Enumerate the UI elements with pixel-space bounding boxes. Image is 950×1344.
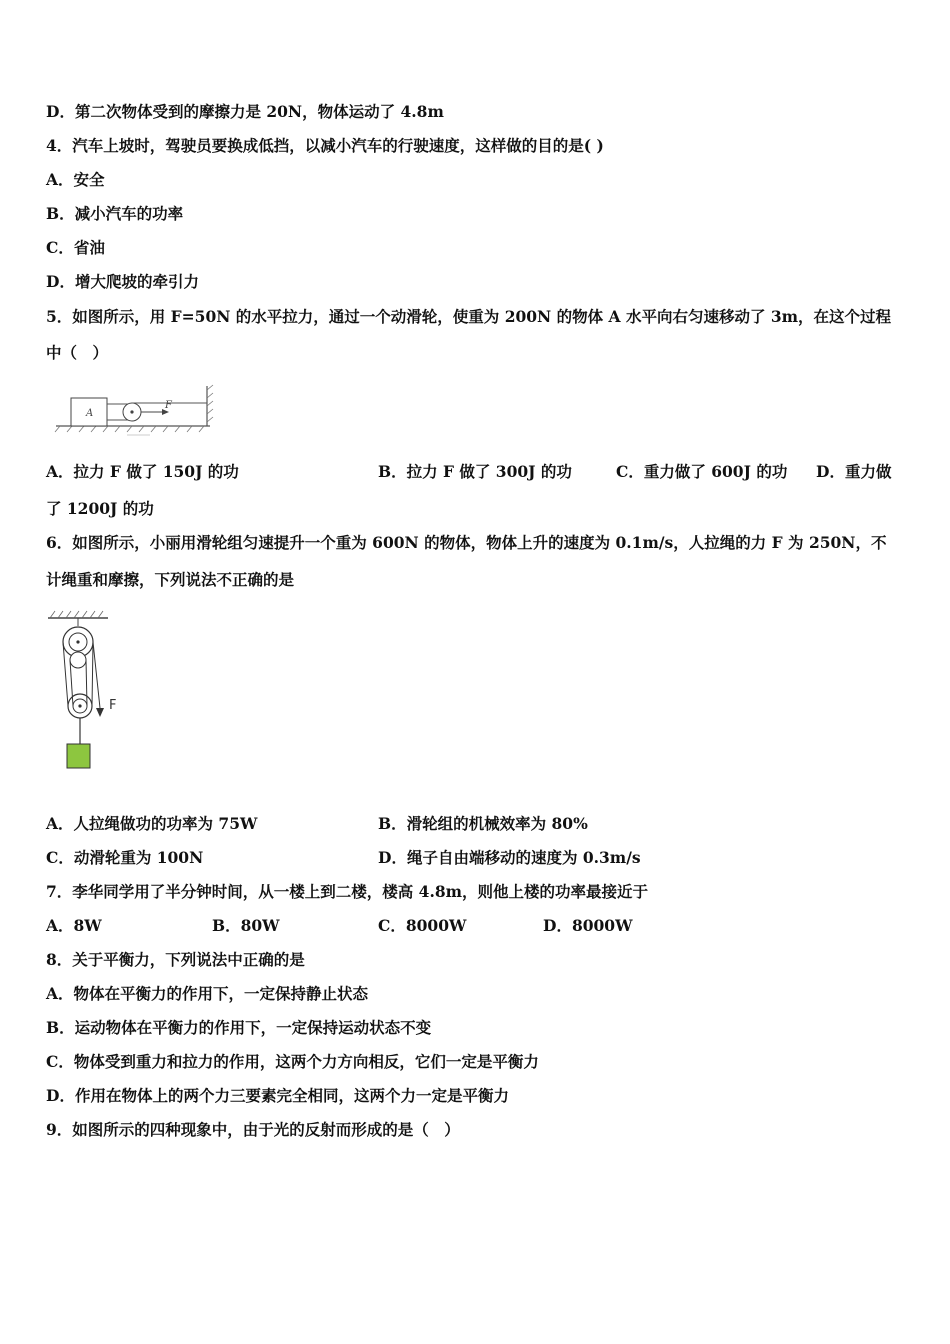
question-8-option-a: A．物体在平衡力的作用下，一定保持静止状态 <box>46 984 369 1003</box>
question-7-option-a: A．8W <box>46 916 102 935</box>
question-4-option-c: C．省油 <box>46 238 105 257</box>
question-5-option-c: C．重力做了 600J 的功 <box>616 462 788 481</box>
question-4-option-a: A．安全 <box>46 170 105 189</box>
question-6-option-c: C．动滑轮重为 100N <box>46 848 204 867</box>
q6-fixed-pulley-inner <box>70 652 86 668</box>
question-5-option-d-part-1: D．重力做 <box>816 462 892 481</box>
q5-pulley-figure <box>52 382 227 440</box>
question-4-option-d: D．增大爬坡的牵引力 <box>46 272 199 291</box>
question-7-stem: 7．李华同学用了半分钟时间，从一楼上到二楼，楼高 4.8m，则他上楼的功率最接近于 <box>46 882 649 901</box>
question-6-option-d: D．绳子自由端移动的速度为 0.3m/s <box>378 848 641 867</box>
question-8-option-c: C．物体受到重力和拉力的作用，这两个力方向相反，它们一定是平衡力 <box>46 1052 539 1071</box>
q6-force-label: F <box>109 698 117 713</box>
question-5-stem-line-1: 5．如图所示，用 F=50N 的水平拉力，通过一个动滑轮，使重为 200N 的物体 A 水平向右匀速移动了 3m，在这个过程 <box>46 307 892 326</box>
question-8-option-d: D．作用在物体上的两个力三要素完全相同，这两个力一定是平衡力 <box>46 1086 509 1105</box>
question-6-option-b: B．滑轮组的机械效率为 80% <box>378 814 588 833</box>
q6-green-weight <box>67 744 90 768</box>
question-5-option-b: B．拉力 F 做了 300J 的功 <box>378 462 572 481</box>
question-5-option-d-part-2: 了 1200J 的功 <box>46 499 154 518</box>
question-7-option-b: B．80W <box>212 916 280 935</box>
question-8-option-b: B．运动物体在平衡力的作用下，一定保持运动状态不变 <box>46 1018 432 1037</box>
question-4-option-b: B．减小汽车的功率 <box>46 204 184 223</box>
question-7-option-c: C．8000W <box>378 916 467 935</box>
question-6-stem-line-1: 6．如图所示，小丽用滑轮组匀速提升一个重为 600N 的物体，物体上升的速度为 0.1m/s，人拉绳的力 F 为 250N，不 <box>46 533 887 552</box>
question-7-option-d: D．8000W <box>543 916 633 935</box>
question-6-option-a: A．人拉绳做功的功率为 75W <box>46 814 258 833</box>
question-5-option-a: A．拉力 F 做了 150J 的功 <box>46 462 239 481</box>
q6-pulley-system-figure <box>44 608 134 774</box>
question-4-stem: 4．汽车上坡时，驾驶员要换成低挡，以减小汽车的行驶速度，这样做的目的是( ) <box>46 136 604 155</box>
question-5-stem-line-2: 中（ ） <box>46 343 109 362</box>
question-8-stem: 8．关于平衡力，下列说法中正确的是 <box>46 950 305 969</box>
question-9-stem: 9．如图所示的四种现象中，由于光的反射而形成的是（ ） <box>46 1120 460 1139</box>
question-6-stem-line-2: 计绳重和摩擦，下列说法不正确的是 <box>46 570 295 589</box>
q5-force-label: F <box>165 400 172 411</box>
q5-block-label: A <box>86 408 94 419</box>
line-q3-option-d: D．第二次物体受到的摩擦力是 20N，物体运动了 4.8m <box>46 102 444 121</box>
